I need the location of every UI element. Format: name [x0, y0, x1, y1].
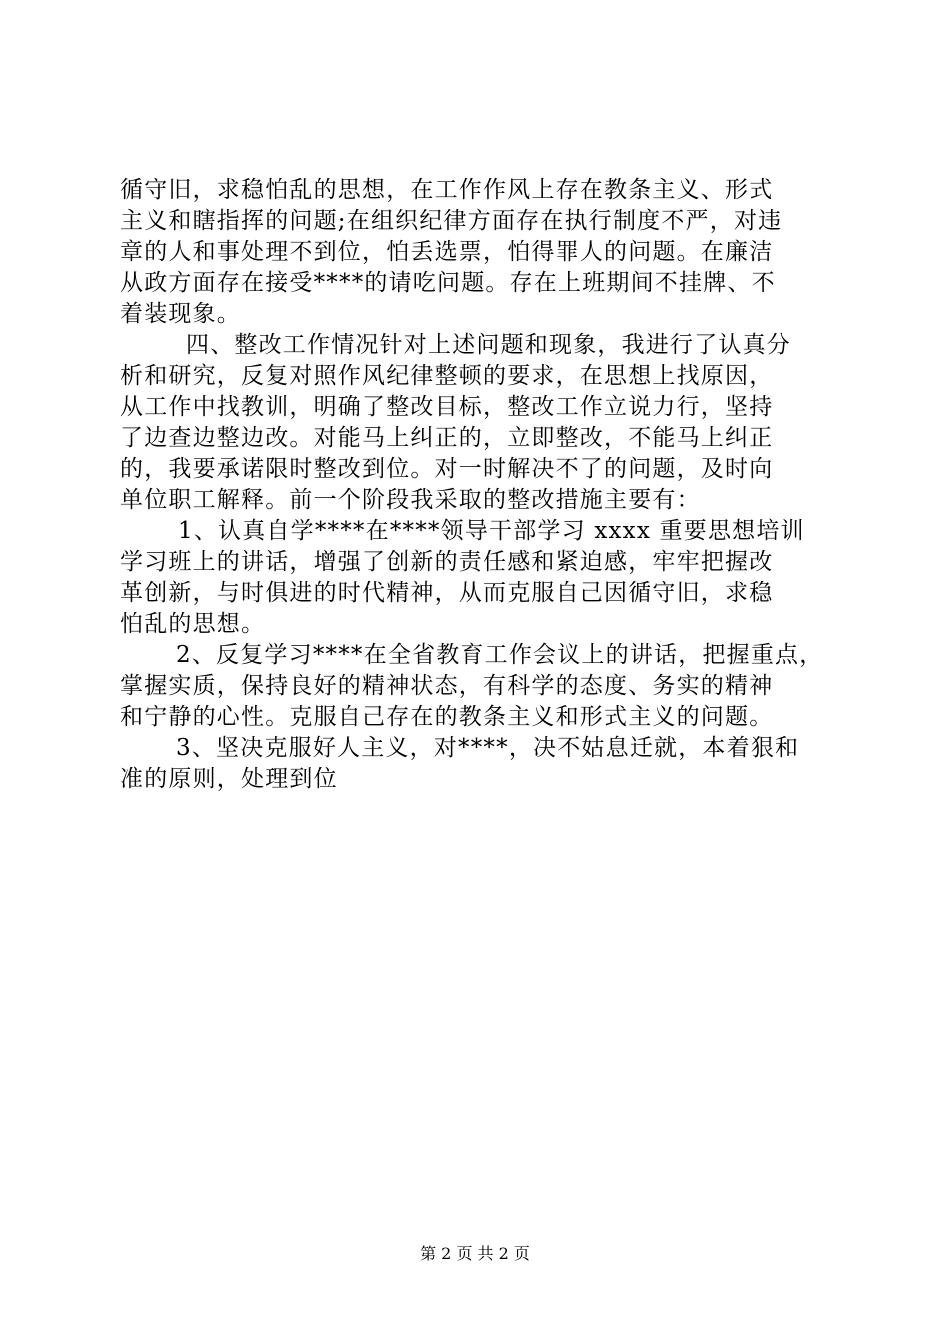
text-line: 掌握实质，保持良好的精神状态，有科学的态度、务实的精神 — [120, 673, 774, 699]
text-line: 四、整改工作情况针对上述问题和现象，我进行了认真分 — [186, 332, 791, 358]
text-line: 2、反复学习****在全省教育工作会议上的讲话，把握重点， — [176, 642, 824, 668]
text-line: 章的人和事处理不到位，怕丢选票，怕得罪人的问题。在廉洁 — [120, 239, 774, 265]
text-line: 准的原则，处理到位 — [120, 766, 338, 792]
text-line: 的，我要承诺限时整改到位。对一时解决不了的问题，及时向 — [120, 456, 774, 482]
text-line: 怕乱的思想。 — [120, 611, 266, 637]
text-line: 学习班上的讲话，增强了创新的责任感和紧迫感，牢牢把握改 — [120, 549, 774, 575]
text-line: 主义和瞎指挥的问题;在组织纪律方面存在执行制度不严，对违 — [120, 208, 783, 234]
text-line: 和宁静的心性。克服自己存在的教条主义和形式主义的问题。 — [120, 704, 774, 730]
text-line: 1、认真自学****在****领导干部学习 xxxx 重要思想培训 — [178, 518, 805, 544]
text-line: 循守旧，求稳怕乱的思想，在工作作风上存在教条主义、形式 — [120, 177, 774, 203]
text-line: 着装现象。 — [120, 301, 241, 327]
text-line: 了边查边整边改。对能马上纠正的，立即整改，不能马上纠正 — [120, 425, 774, 451]
text-line: 单位职工解释。前一个阶段我采取的整改措施主要有： — [120, 487, 701, 513]
text-line: 革创新，与时俱进的时代精神，从而克服自己因循守旧，求稳 — [120, 580, 774, 606]
text-line: 从工作中找教训，明确了整改目标，整改工作立说力行，坚持 — [120, 394, 774, 420]
text-line: 3、坚决克服好人主义，对****，决不姑息迁就，本着狠和 — [176, 735, 800, 761]
page-footer: 第 2 页 共 2 页 — [420, 1244, 530, 1263]
text-line: 析和研究，反复对照作风纪律整顿的要求，在思想上找原因， — [120, 363, 774, 389]
text-line: 从政方面存在接受****的请吃问题。存在上班期间不挂牌、不 — [120, 270, 776, 296]
